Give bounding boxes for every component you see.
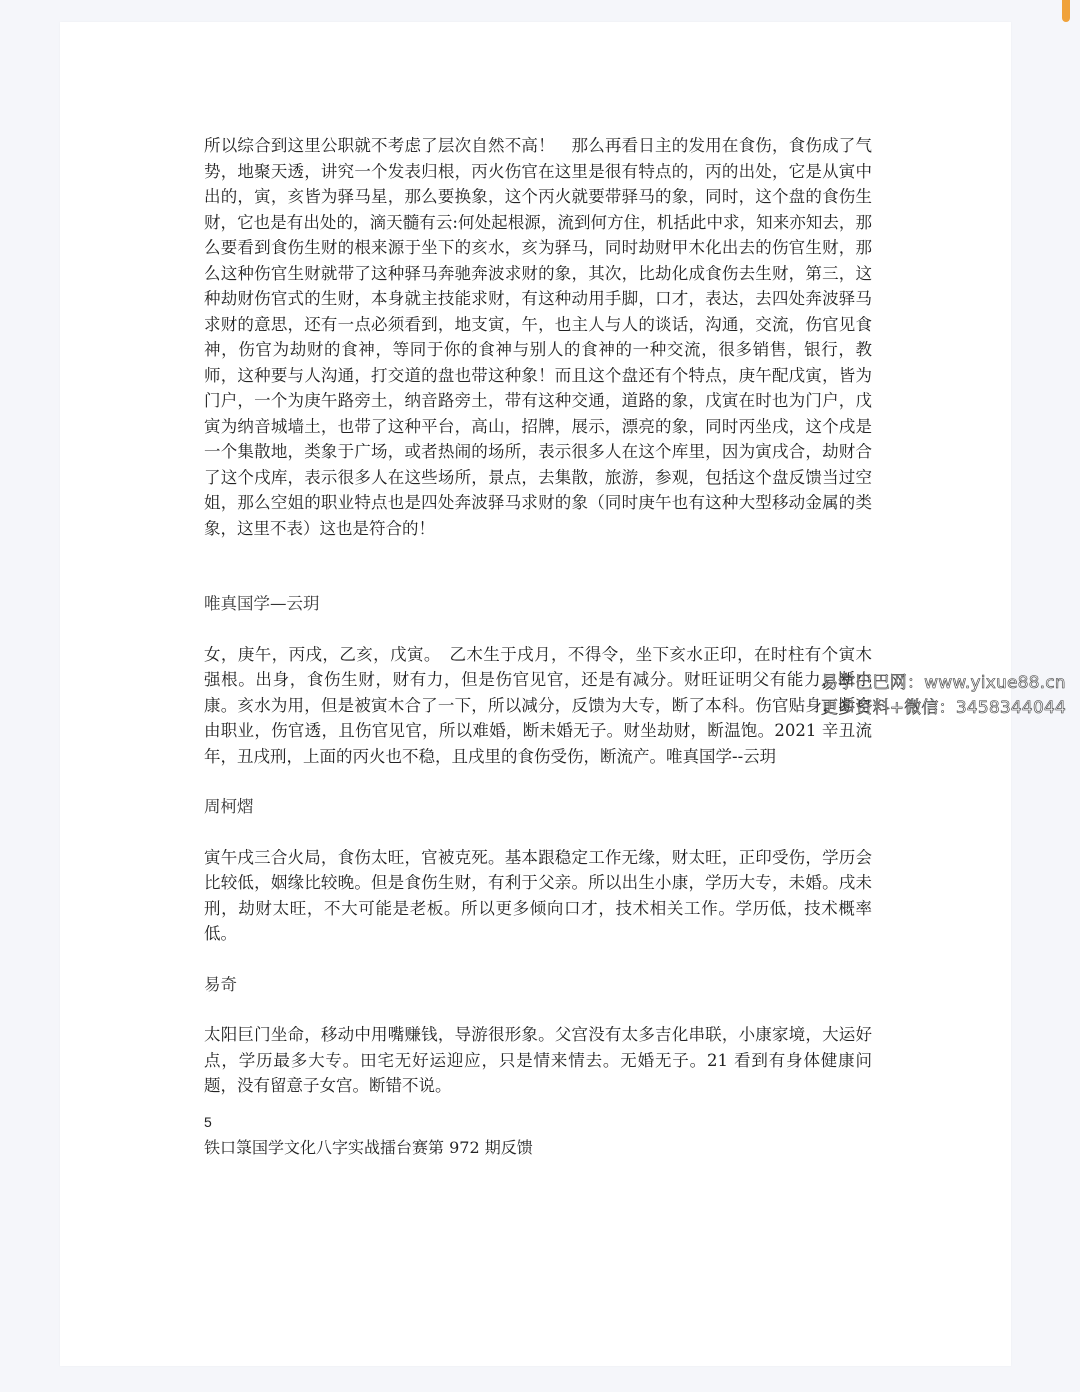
corner-scroll-indicator — [1062, 0, 1070, 22]
author-heading-zhoukeyi: 周柯熠 — [204, 797, 254, 816]
page-number: 5 — [204, 1114, 212, 1130]
footer-title: 铁口箓国学文化八字实战擂台赛第 972 期反馈 — [204, 1138, 533, 1157]
watermark-contact: 更多资料+微信：3458344044 — [820, 698, 1066, 718]
author-heading-yunyue: 唯真国学—云玥 — [204, 594, 320, 613]
page-footer — [204, 1109, 872, 1161]
watermark-site: 易学巴巴网：www.yixue88.cn — [820, 673, 1066, 693]
zhoukeyi-analysis-paragraph: 寅午戌三合火局，食伤太旺，官被克死。基本跟稳定工作无缘，财太旺，正印受伤，学历会比较低，姻缘比较晚。但是食伤生财，有利于父亲。所以出生小康，学历大专，未婚。戌未刑，劫财太旺，不大可能是老板。所以更多倾向口才，技术相关工作。学历低，技术概率低。 — [204, 847, 872, 943]
yiqi-analysis-paragraph: 太阳巨门坐命，移动中用嘴赚钱，导游很形象。父宫没有太多吉化串联，小康家境，大运好点，学历最多大专。田宅无好运迎应，只是情来情去。无婚无子。21 看到有身体健康问题，没有留意子女宫。断错不说。 — [204, 1025, 872, 1095]
watermark — [821, 671, 1066, 721]
yunyue-analysis-paragraph: 女，庚午，丙戌，乙亥，戊寅。 乙木生于戌月，不得令，坐下亥水正印，在时柱有个寅木强根。出身，食伤生财，财有力，但是伤官见官，还是有减分。财旺证明父有能力，断小康。亥水为用，但是被寅木合了一下，所以减分，反馈为大专，断了本科。伤官贴身，断自由职业，伤官透，且伤官见官，所以难婚，断未婚无子。财坐劫财，断温饱。2021 辛丑流年，丑戌刑，上面的丙火也不稳，且戌里的食伤受伤，断流产。唯真国学--云玥 — [204, 644, 872, 766]
analysis-paragraph: 所以综合到这里公职就不考虑了层次自然不高！ 那么再看日主的发用在食伤，食伤成了气势，地聚天透，讲究一个发表归根，丙火伤官在这里是很有特点的，丙的出处，它是从寅中出的，寅，亥皆为驿马星，那么要换象，这个丙火就要带驿马的象，同时，这个盘的食伤生财，它也是有出处的，滴天髓有云:何处起根源，流到何方住，机括此中求，知来亦知去，那么要看到食伤生财的根来源于坐下的亥水，亥为驿马，同时劫财甲木化出去的伤官生财，那么这种伤官生财就带了这种驿马奔驰奔波求财的象，其次，比劫化成食伤去生财，第三，这种劫财伤官式的生财，本身就主技能求财，有这种动用手脚，口才，表达，去四处奔波驿马求财的意思，还有一点必须看到，地支寅，午，也主人与人的谈话，沟通，交流，伤官见食神，伤官为劫财的食神，等同于你的食神与别人的食神的一种交流，很多销售，银行，教师，这种要与人沟通，打交道的盘也带这种象！而且这个盘还有个特点，庚午配戊寅，皆为门户，一个为庚午路旁土，纳音路旁土，带有这种交通，道路的象，戊寅在时也为门户，戊寅为纳音城墙土，也带了这种平台，高山，招牌，展示，漂亮的象，同时丙坐戌，这个戌是一个集散地，类象于广场，或者热闹的场所，表示很多人在这个库里，因为寅戌合，劫财合了这个戌库，表示很多人在这些场所，景点，去集散，旅游，参观，包括这个盘反馈当过空姐，那么空姐的职业特点也是四处奔波驿马求财的象（同时庚午也有这种大型移动金属的类象，这里不表）这也是符合的！ — [204, 136, 872, 538]
author-heading-yiqi: 易奇 — [204, 974, 237, 994]
document-body — [204, 133, 872, 1099]
